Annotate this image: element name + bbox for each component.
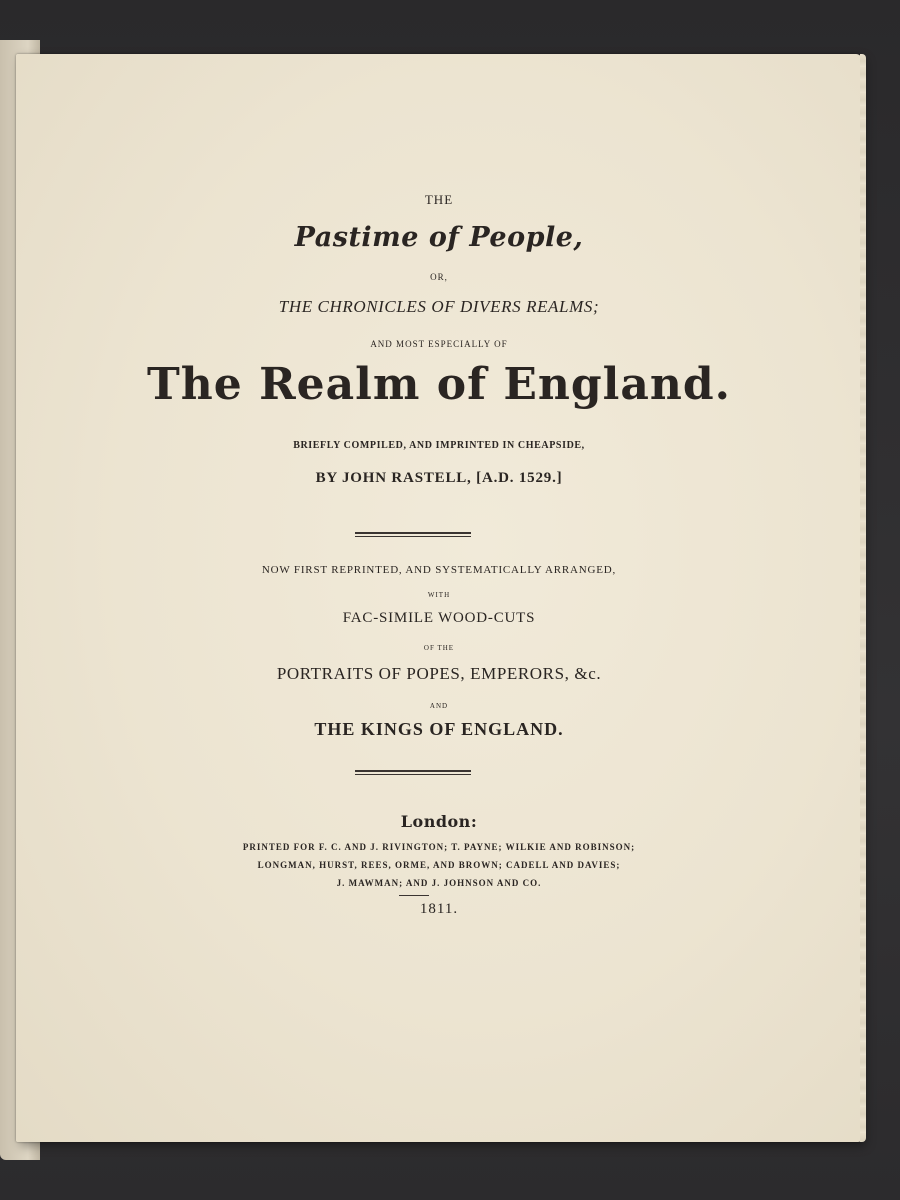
printers-line-2: LONGMAN, HURST, REES, ORME, AND BROWN; CADELL AND DAVIES; (257, 860, 621, 870)
article-the: THE (424, 192, 454, 207)
kings-line: THE KINGS OF ENGLAND. (314, 719, 564, 739)
imprint-year: 1811. (419, 901, 459, 917)
title-realm-of-england: The Realm of England. (147, 359, 731, 410)
printers-line-1: PRINTED FOR F. C. AND J. RIVINGTON; T. PAYNE; WILKIE AND ROBINSON; (242, 842, 636, 852)
facsimile-line: FAC-SIMILE WOOD-CUTS (342, 610, 536, 626)
title-pastime-of-people: Pastime of People, (294, 222, 584, 253)
title-page (16, 54, 862, 1142)
portraits-line: PORTRAITS OF POPES, EMPERORS, &c. (276, 664, 602, 683)
word-with: WITH (427, 591, 451, 599)
double-rule-top (355, 532, 471, 537)
short-rule (399, 895, 429, 896)
compiled-note: BRIEFLY COMPILED, AND IMPRINTED IN CHEAPSIDE, (293, 440, 585, 451)
imprint-place: London: (400, 812, 478, 831)
conjunction-or: OR, (430, 272, 448, 282)
author-line: BY JOHN RASTELL, [A.D. 1529.] (315, 470, 563, 486)
double-rule-bottom (355, 770, 471, 775)
word-and: AND (429, 702, 449, 710)
reprint-note: NOW FIRST REPRINTED, AND SYSTEMATICALLY ARRANGED, (261, 564, 617, 576)
printers-line-3: J. MAWMAN; AND J. JOHNSON AND CO. (336, 878, 542, 888)
phrase-of-the: OF THE (423, 644, 455, 652)
subtitle-chronicles: THE CHRONICLES OF DIVERS REALMS; (278, 297, 600, 316)
phrase-most-especially: AND MOST ESPECIALLY OF (370, 339, 508, 349)
